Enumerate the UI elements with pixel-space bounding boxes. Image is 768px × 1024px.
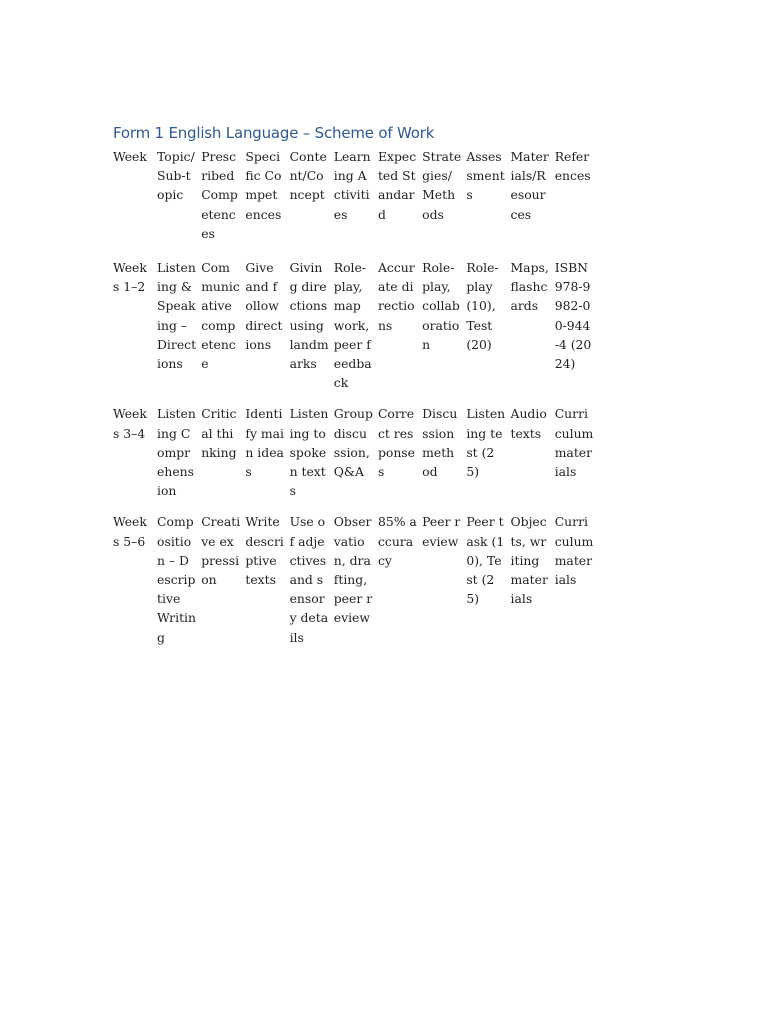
table-cell: ISBN 978-9982-00-944-4 (2024) <box>554 260 592 372</box>
table-cell: Critical thinking <box>201 406 237 460</box>
header-cell-expected-standard: Expected Standard <box>377 149 417 222</box>
header-cell-materials: Materials/Resources <box>510 149 549 222</box>
header-cell-specific-competences: Specific Competences <box>245 149 282 222</box>
table-cell: Audio texts <box>510 406 547 441</box>
table-cell: Objects, writing materials <box>510 514 548 607</box>
table-cell: Role-play (10), Test (20) <box>466 260 499 352</box>
table-row <box>108 404 594 512</box>
table-cell: Listening test (25) <box>466 406 506 480</box>
table-cell: Identify main ideas <box>245 406 284 480</box>
header-cell-learning-activities: Learning Activities <box>333 149 371 222</box>
table-cell: Maps, flashcards <box>510 260 549 314</box>
table-cell: Use of adjectives and sensory details <box>289 514 329 645</box>
table-cell: Giving directions using landmarks <box>289 260 329 372</box>
table-cell: Listening & Speaking – Directions <box>157 260 197 372</box>
table-cell: Observation, drafting, peer review <box>333 514 373 626</box>
table-cell: Discussion method <box>422 406 458 480</box>
table-cell: Curriculum materials <box>554 406 594 480</box>
table-cell: Correct responses <box>377 406 416 480</box>
table-cell: Creative expression <box>201 514 241 588</box>
table-cell: Role-play, map work, peer feedback <box>333 260 372 391</box>
table-cell: Give and follow directions <box>245 260 283 352</box>
table-cell: Composition – Descriptive Writing <box>157 514 196 645</box>
table-cell: Group discussion, Q&A <box>333 406 373 480</box>
header-cell-references: References <box>554 149 591 184</box>
header-cell-topic: Topic/Sub-topic <box>157 149 195 203</box>
table-cell: Curriculum materials <box>554 514 594 588</box>
header-cell-assessments: Assessments <box>466 149 505 203</box>
table-cell: Weeks 5–6 <box>113 514 147 549</box>
header-cell-strategies: Strategies/Methods <box>422 149 462 222</box>
table-row <box>108 258 594 404</box>
table-cell: Weeks 3–4 <box>113 406 147 441</box>
scheme-of-work-table <box>108 147 594 659</box>
header-cell-prescribed-competences: Prescribed Competences <box>201 149 238 241</box>
table-cell: Role-play, collaboration <box>422 260 460 352</box>
header-cell-week: Week <box>113 149 147 164</box>
table-cell: Peer review <box>422 514 461 549</box>
table-row <box>108 512 594 658</box>
table-cell: Listening to spoken texts <box>289 406 329 499</box>
table-header-row <box>108 147 594 258</box>
header-cell-content: Content/Concept <box>289 149 327 203</box>
table-cell: 85% accuracy <box>377 514 417 568</box>
document-title: Form 1 English Language – Scheme of Work <box>113 124 435 142</box>
table-cell: Peer task (10), Test (25) <box>466 514 505 607</box>
table-cell: Weeks 1–2 <box>113 260 147 295</box>
table-cell: Listening Comprehension <box>157 406 196 499</box>
table-cell: Accurate directions <box>377 260 415 333</box>
table-cell: Write descriptive texts <box>245 514 284 588</box>
table-cell: Communicative competence <box>201 260 240 372</box>
